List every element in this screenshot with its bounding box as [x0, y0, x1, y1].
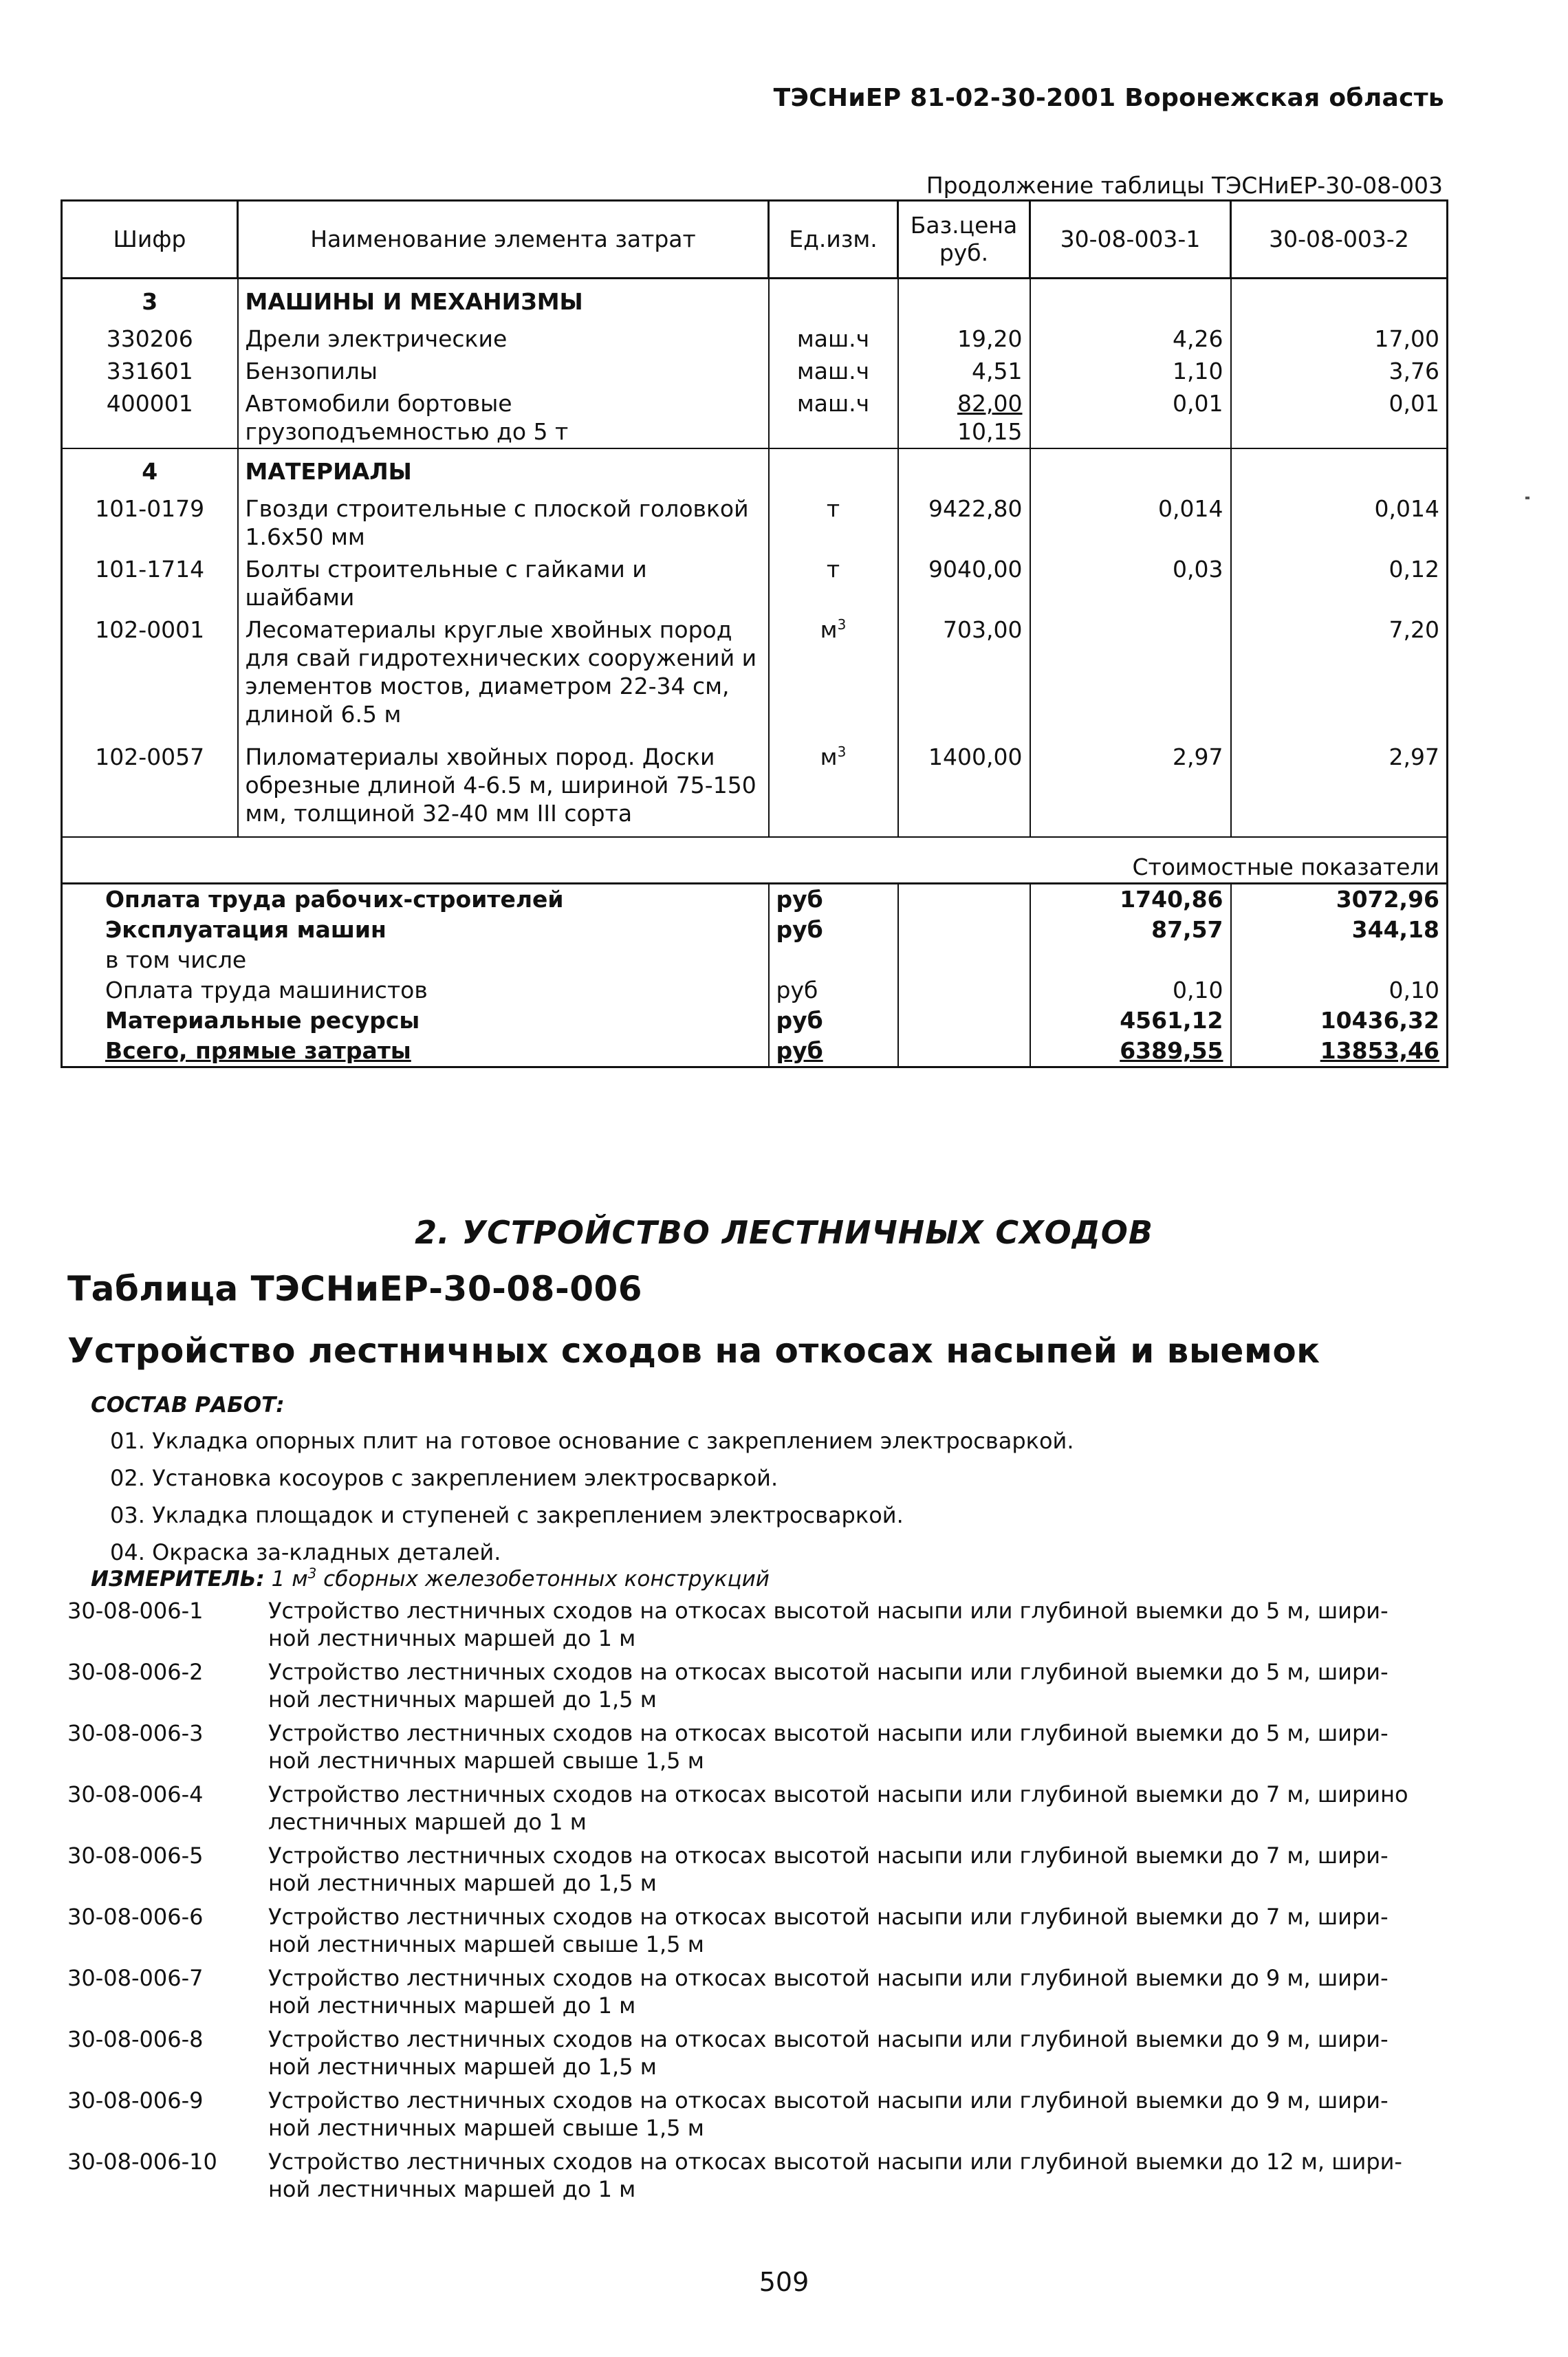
- spacer-row: [62, 829, 1448, 837]
- section-heading: 2. УСТРОЙСТВО ЛЕСТНИЧНЫХ СХОДОВ: [415, 1214, 1153, 1251]
- row-price-secondary: 10,15: [957, 418, 1023, 445]
- item-description: [268, 1719, 1443, 1781]
- item-line-1: Устройство лестничных сходов на откосах высотой насыпи или глубиной выемки до 7 м, шири-: [268, 1904, 1389, 1930]
- item-line-2: ной лестничных маршей до 1 м: [268, 1992, 636, 2019]
- page-number: 509: [759, 2267, 809, 2297]
- row-code: 330206: [62, 323, 238, 355]
- item-line-1: Устройство лестничных сходов на откосах высотой насыпи или глубиной выемки до 9 м, шири-: [268, 2087, 1389, 2114]
- item-line-1: Устройство лестничных сходов на откосах высотой насыпи или глубиной выемки до 5 м, шири-: [268, 1720, 1389, 1746]
- total-unit: руб: [769, 975, 898, 1006]
- total-unit: [769, 945, 898, 975]
- item-code: 30-08-006-10: [67, 2149, 217, 2175]
- row-price: 19,20: [898, 323, 1030, 355]
- row-unit: т: [769, 492, 898, 553]
- table-row: [62, 323, 1448, 355]
- row-value-1: 0,01: [1030, 387, 1231, 448]
- total-row: [62, 1036, 1448, 1067]
- item-line-2: ной лестничных маршей свыше 1,5 м: [268, 2115, 704, 2141]
- list-item: [67, 1781, 1443, 1842]
- row-code: 101-0179: [62, 492, 238, 553]
- row-value-1: [1030, 613, 1231, 730]
- row-name: Пиломатериалы хвойных пород. Доски обрезные длиной 4-6.5 м, шириной 75-150 мм, толщиной 32-40 мм III сорта: [238, 730, 769, 829]
- section-row: [62, 279, 1448, 323]
- row-value-2: 3,76: [1231, 355, 1448, 387]
- total-label: Оплата труда машинистов: [62, 975, 769, 1006]
- row-price: 703,00: [898, 613, 1030, 730]
- table-row: [62, 387, 1448, 448]
- total-label: Эксплуатация машин: [62, 915, 769, 945]
- row-name: Болты строительные с гайками и шайбами: [238, 553, 769, 613]
- total-value-2: 13853,46: [1231, 1036, 1448, 1067]
- row-price: 9422,80: [898, 492, 1030, 553]
- list-item: [67, 2148, 1443, 2209]
- table-row: [62, 613, 1448, 730]
- work-item: 03. Укладка площадок и ступеней с закреплением электросваркой.: [110, 1502, 904, 1528]
- item-code: 30-08-006-9: [67, 2087, 204, 2114]
- row-name: Дрели электрические: [238, 323, 769, 355]
- row-name: Бензопилы: [238, 355, 769, 387]
- resource-table: [61, 199, 1448, 1068]
- work-item: 01. Укладка опорных плит на готовое основание с закреплением электросваркой.: [110, 1428, 1074, 1454]
- total-value-2: 10436,32: [1231, 1006, 1448, 1036]
- norm-items-list: [67, 1597, 1443, 2209]
- table-header-row: [62, 201, 1448, 279]
- row-value-2: 0,014: [1231, 492, 1448, 553]
- col-header-code: Шифр: [62, 201, 238, 279]
- total-label: в том числе: [62, 945, 769, 975]
- item-line-2: ной лестничных маршей до 1 м: [268, 1625, 636, 1651]
- total-value-1: [1030, 945, 1231, 975]
- list-item: [67, 2087, 1443, 2148]
- item-code: 30-08-006-4: [67, 1781, 204, 1807]
- table-row: [62, 492, 1448, 553]
- section-number: 3: [62, 279, 238, 323]
- running-header: ТЭСНиЕР 81-02-30-2001 Воронежская область: [773, 84, 1444, 112]
- row-name: Лесоматериалы круглые хвойных пород для свай гидротехнических сооружений и элементов мостов, диаметром 22-34 см, длиной 6.5 м: [238, 613, 769, 730]
- total-value-1: 4561,12: [1030, 1006, 1231, 1036]
- list-item: [67, 1842, 1443, 1903]
- col-header-price: [898, 201, 1030, 279]
- row-code: 102-0001: [62, 613, 238, 730]
- list-item: [67, 1719, 1443, 1781]
- row-value-2: 0,01: [1231, 387, 1448, 448]
- item-line-1: Устройство лестничных сходов на откосах высотой насыпи или глубиной выемки до 7 м, шири-: [268, 1843, 1389, 1869]
- unit-exponent: 3: [837, 743, 847, 760]
- total-value-1: 87,57: [1030, 915, 1231, 945]
- item-description: [268, 2087, 1443, 2148]
- row-unit: [769, 730, 898, 829]
- row-price: [898, 387, 1030, 448]
- item-line-2: ной лестничных маршей свыше 1,5 м: [268, 1931, 704, 1957]
- row-unit: маш.ч: [769, 323, 898, 355]
- total-label: Всего, прямые затраты: [62, 1036, 769, 1067]
- unit-exponent: 3: [837, 616, 847, 633]
- section-row: [62, 448, 1448, 492]
- col-header-price-line2: руб.: [939, 239, 989, 266]
- item-line-1: Устройство лестничных сходов на откосах высотой насыпи или глубиной выемки до 9 м, шири-: [268, 1965, 1389, 1991]
- col-header-name: Наименование элемента затрат: [238, 201, 769, 279]
- row-code: 101-1714: [62, 553, 238, 613]
- table-subtitle: Устройство лестничных сходов на откосах насыпей и выемок: [67, 1331, 1320, 1371]
- item-line-2: лестничных маршей до 1 м: [268, 1809, 587, 1835]
- total-value-2: 344,18: [1231, 915, 1448, 945]
- item-description: [268, 1903, 1443, 1964]
- list-item: [67, 1597, 1443, 1658]
- unit-text: м: [820, 743, 838, 770]
- row-price-value: 82,00: [957, 390, 1023, 417]
- meter-value: 1 м: [264, 1567, 308, 1592]
- item-line-2: ной лестничных маршей до 1 м: [268, 2176, 636, 2202]
- row-value-2: 0,12: [1231, 553, 1448, 613]
- total-unit: руб: [769, 884, 898, 915]
- item-code: 30-08-006-1: [67, 1598, 204, 1624]
- row-name: Автомобили бортовые грузоподъемностью до 5 т: [238, 387, 769, 448]
- row-value-1: 0,014: [1030, 492, 1231, 553]
- item-description: [268, 1597, 1443, 1658]
- total-value-1: 1740,86: [1030, 884, 1231, 915]
- row-value-1: 0,03: [1030, 553, 1231, 613]
- row-value-1: 4,26: [1030, 323, 1231, 355]
- item-line-1: Устройство лестничных сходов на откосах высотой насыпи или глубиной выемки до 12 м, шири-: [268, 2149, 1402, 2175]
- col-header-unit: Ед.изм.: [769, 201, 898, 279]
- total-unit: руб: [769, 1036, 898, 1067]
- row-code: 331601: [62, 355, 238, 387]
- item-code: 30-08-006-7: [67, 1965, 204, 1991]
- table-row: [62, 730, 1448, 829]
- item-code: 30-08-006-3: [67, 1720, 204, 1746]
- item-line-1: Устройство лестничных сходов на откосах высотой насыпи или глубиной выемки до 5 м, шири-: [268, 1598, 1389, 1624]
- works-list: [110, 1422, 1074, 1571]
- list-item: [67, 1903, 1443, 1964]
- works-heading: СОСТАВ РАБОТ:: [91, 1393, 285, 1418]
- table-continuation-note: Продолжение таблицы ТЭСНиЕР-30-08-003: [926, 172, 1443, 199]
- row-unit: маш.ч: [769, 355, 898, 387]
- total-value-2: 0,10: [1231, 975, 1448, 1006]
- row-value-1: 2,97: [1030, 730, 1231, 829]
- row-value-1: 1,10: [1030, 355, 1231, 387]
- item-code: 30-08-006-8: [67, 2026, 204, 2052]
- item-line-2: ной лестничных маршей свыше 1,5 м: [268, 1748, 704, 1774]
- item-line-1: Устройство лестничных сходов на откосах высотой насыпи или глубиной выемки до 5 м, шири-: [268, 1659, 1389, 1685]
- scan-speck: [1525, 497, 1529, 499]
- item-line-2: ной лестничных маршей до 1,5 м: [268, 1870, 657, 1896]
- item-line-2: ной лестничных маршей до 1,5 м: [268, 1686, 657, 1713]
- section-title: МАШИНЫ И МЕХАНИЗМЫ: [238, 279, 769, 323]
- table-row: [62, 553, 1448, 613]
- row-price: 1400,00: [898, 730, 1030, 829]
- total-label: Материальные ресурсы: [62, 1006, 769, 1036]
- table-row: [62, 355, 1448, 387]
- total-row: [62, 975, 1448, 1006]
- row-unit: маш.ч: [769, 387, 898, 448]
- cost-header: Стоимостные показатели: [1030, 837, 1448, 884]
- total-value-1: 0,10: [1030, 975, 1231, 1006]
- item-description: [268, 1781, 1443, 1842]
- total-value-2: 3072,96: [1231, 884, 1448, 915]
- meter-exponent: 3: [307, 1565, 317, 1582]
- row-price: 4,51: [898, 355, 1030, 387]
- list-item: [67, 2025, 1443, 2087]
- section-title: МАТЕРИАЛЫ: [238, 448, 769, 492]
- work-item: 04. Окраска за-кладных деталей.: [110, 1539, 501, 1565]
- table-title: Таблица ТЭСНиЕР-30-08-006: [67, 1269, 643, 1309]
- total-unit: руб: [769, 1006, 898, 1036]
- total-row: [62, 915, 1448, 945]
- row-price: 9040,00: [898, 553, 1030, 613]
- row-unit: [769, 613, 898, 730]
- total-unit: руб: [769, 915, 898, 945]
- meter-label: ИЗМЕРИТЕЛЬ:: [91, 1567, 265, 1592]
- item-code: 30-08-006-2: [67, 1659, 204, 1685]
- total-label: Оплата труда рабочих-строителей: [62, 884, 769, 915]
- total-row: [62, 1006, 1448, 1036]
- list-item: [67, 1964, 1443, 2025]
- list-item: [67, 1658, 1443, 1719]
- row-name: Гвозди строительные с плоской головкой 1.6х50 мм: [238, 492, 769, 553]
- row-value-2: 17,00: [1231, 323, 1448, 355]
- cost-header-row: [62, 837, 1448, 884]
- unit-text: м: [820, 616, 838, 643]
- row-value-2: 2,97: [1231, 730, 1448, 829]
- item-line-1: Устройство лестничных сходов на откосах высотой насыпи или глубиной выемки до 9 м, шири-: [268, 2026, 1389, 2052]
- item-code: 30-08-006-5: [67, 1843, 204, 1869]
- col-header-variant-2: 30-08-003-2: [1231, 201, 1448, 279]
- item-description: [268, 1658, 1443, 1719]
- work-item: 02. Установка косоуров с закреплением электросваркой.: [110, 1465, 778, 1491]
- row-code: 400001: [62, 387, 238, 448]
- total-value-1: 6389,55: [1030, 1036, 1231, 1067]
- meter-line: [91, 1567, 770, 1592]
- item-code: 30-08-006-6: [67, 1904, 204, 1930]
- row-code: 102-0057: [62, 730, 238, 829]
- col-header-price-line1: Баз.цена: [910, 212, 1018, 239]
- item-line-1: Устройство лестничных сходов на откосах высотой насыпи или глубиной выемки до 7 м, ширино: [268, 1781, 1408, 1807]
- meter-value-rest: сборных железобетонных конструкций: [316, 1567, 770, 1592]
- row-value-2: 7,20: [1231, 613, 1448, 730]
- section-number: 4: [62, 448, 238, 492]
- item-description: [268, 2025, 1443, 2087]
- total-row: [62, 945, 1448, 975]
- item-description: [268, 1964, 1443, 2025]
- total-row: [62, 884, 1448, 915]
- item-description: [268, 1842, 1443, 1903]
- total-value-2: [1231, 945, 1448, 975]
- item-line-2: ной лестничных маршей до 1,5 м: [268, 2054, 657, 2080]
- row-unit: т: [769, 553, 898, 613]
- item-description: [268, 2148, 1443, 2209]
- col-header-variant-1: 30-08-003-1: [1030, 201, 1231, 279]
